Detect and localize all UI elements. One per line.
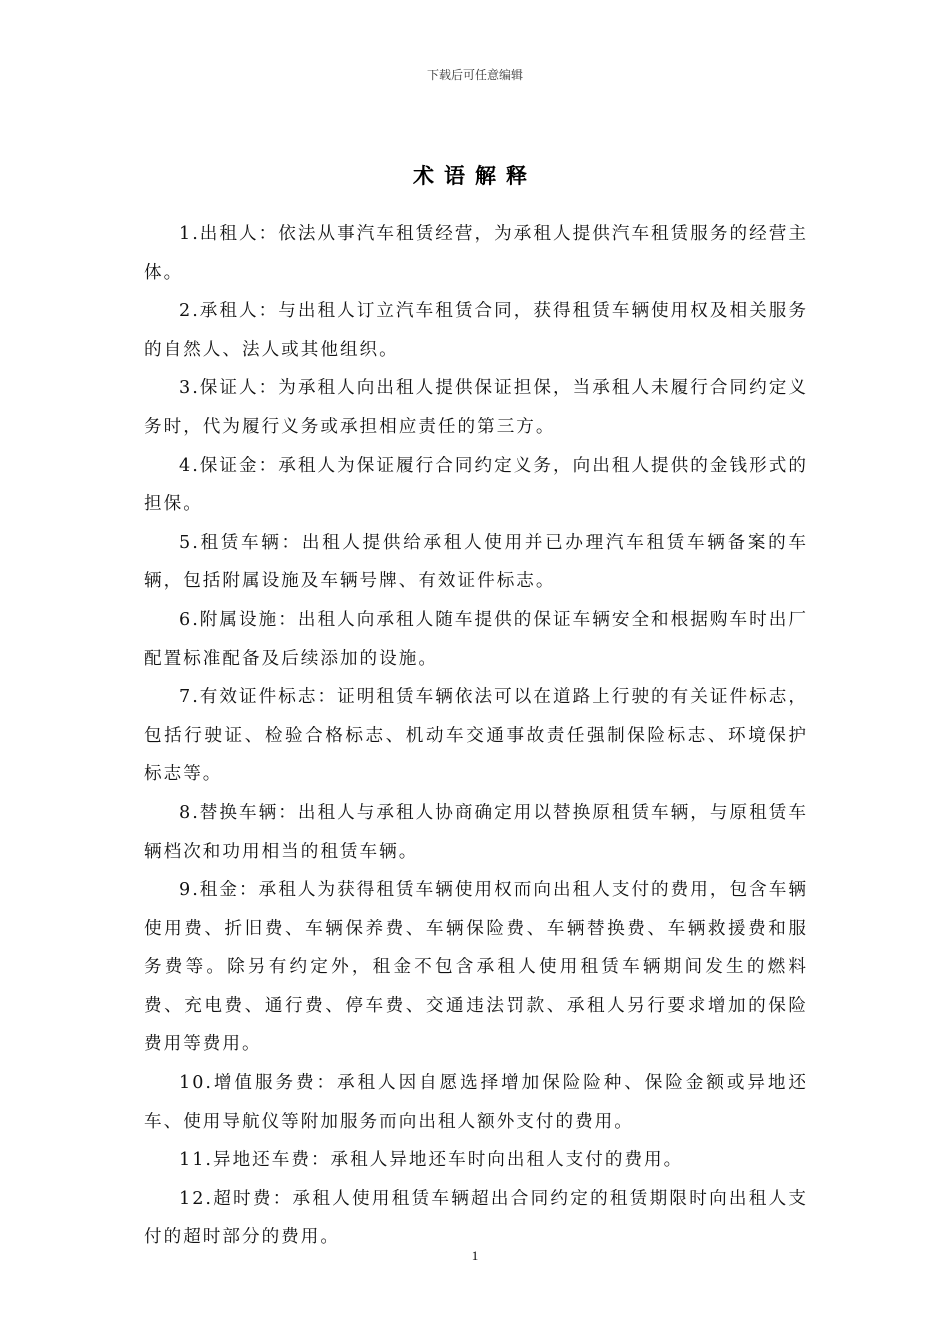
term-item-10: 10.增值服务费：承租人因自愿选择增加保险险种、保险金额或异地还车、使用导航仪等附加服务而向出租人额外支付的费用。	[144, 1073, 808, 1132]
term-item-9: 9.租金：承租人为获得租赁车辆使用权而向出租人支付的费用，包含车辆使用费、折旧费、车辆保养费、车辆保险费、车辆替换费、车辆救援费和服务费等。除另有约定外，租金不包含承租人使用租赁车辆期间发生的燃料费、充电费、通行费、停车费、交通违法罚款、承租人另行要求增加的保险费用等费用。	[144, 880, 808, 1055]
term-item-5: 5.租赁车辆：出租人提供给承租人使用并已办理汽车租赁车辆备案的车辆，包括附属设施及车辆号牌、有效证件标志。	[144, 532, 808, 592]
document-title: 术语解释	[413, 164, 537, 188]
term-item-4: 4.保证金：承租人为保证履行合同约定义务，向出租人提供的金钱形式的担保。	[144, 455, 808, 515]
term-item-1: 1.出租人：依法从事汽车租赁经营，为承租人提供汽车租赁服务的经营主体。	[144, 224, 808, 283]
term-item-6: 6.附属设施：出租人向承租人随车提供的保证车辆安全和根据购车时出厂配置标准配备及后续添加的设施。	[144, 609, 808, 669]
term-item-7: 7.有效证件标志：证明租赁车辆依法可以在道路上行驶的有关证件标志，包括行驶证、检验合格标志、机动车交通事故责任强制保险标志、环境保护标志等。	[144, 687, 808, 785]
page-number: 1	[471, 1248, 479, 1263]
term-item-2: 2.承租人：与出租人订立汽车租赁合同，获得租赁车辆使用权及相关服务的自然人、法人或其他组织。	[144, 301, 808, 360]
terms-list	[144, 215, 808, 1257]
term-item-3: 3.保证人：为承租人向出租人提供保证担保，当承租人未履行合同约定义务时，代为履行义务或承担相应责任的第三方。	[144, 378, 808, 437]
term-item-11: 11.异地还车费：承租人异地还车时向出租人支付的费用。	[179, 1150, 684, 1171]
term-item-8: 8.替换车辆：出租人与承租人协商确定用以替换原租赁车辆，与原租赁车辆档次和功用相当的租赁车辆。	[144, 802, 808, 862]
header-note: 下载后可任意编辑	[426, 68, 523, 82]
term-item-12: 12.超时费：承租人使用租赁车辆超出合同约定的租赁期限时向出租人支付的超时部分的费用。	[144, 1188, 808, 1248]
